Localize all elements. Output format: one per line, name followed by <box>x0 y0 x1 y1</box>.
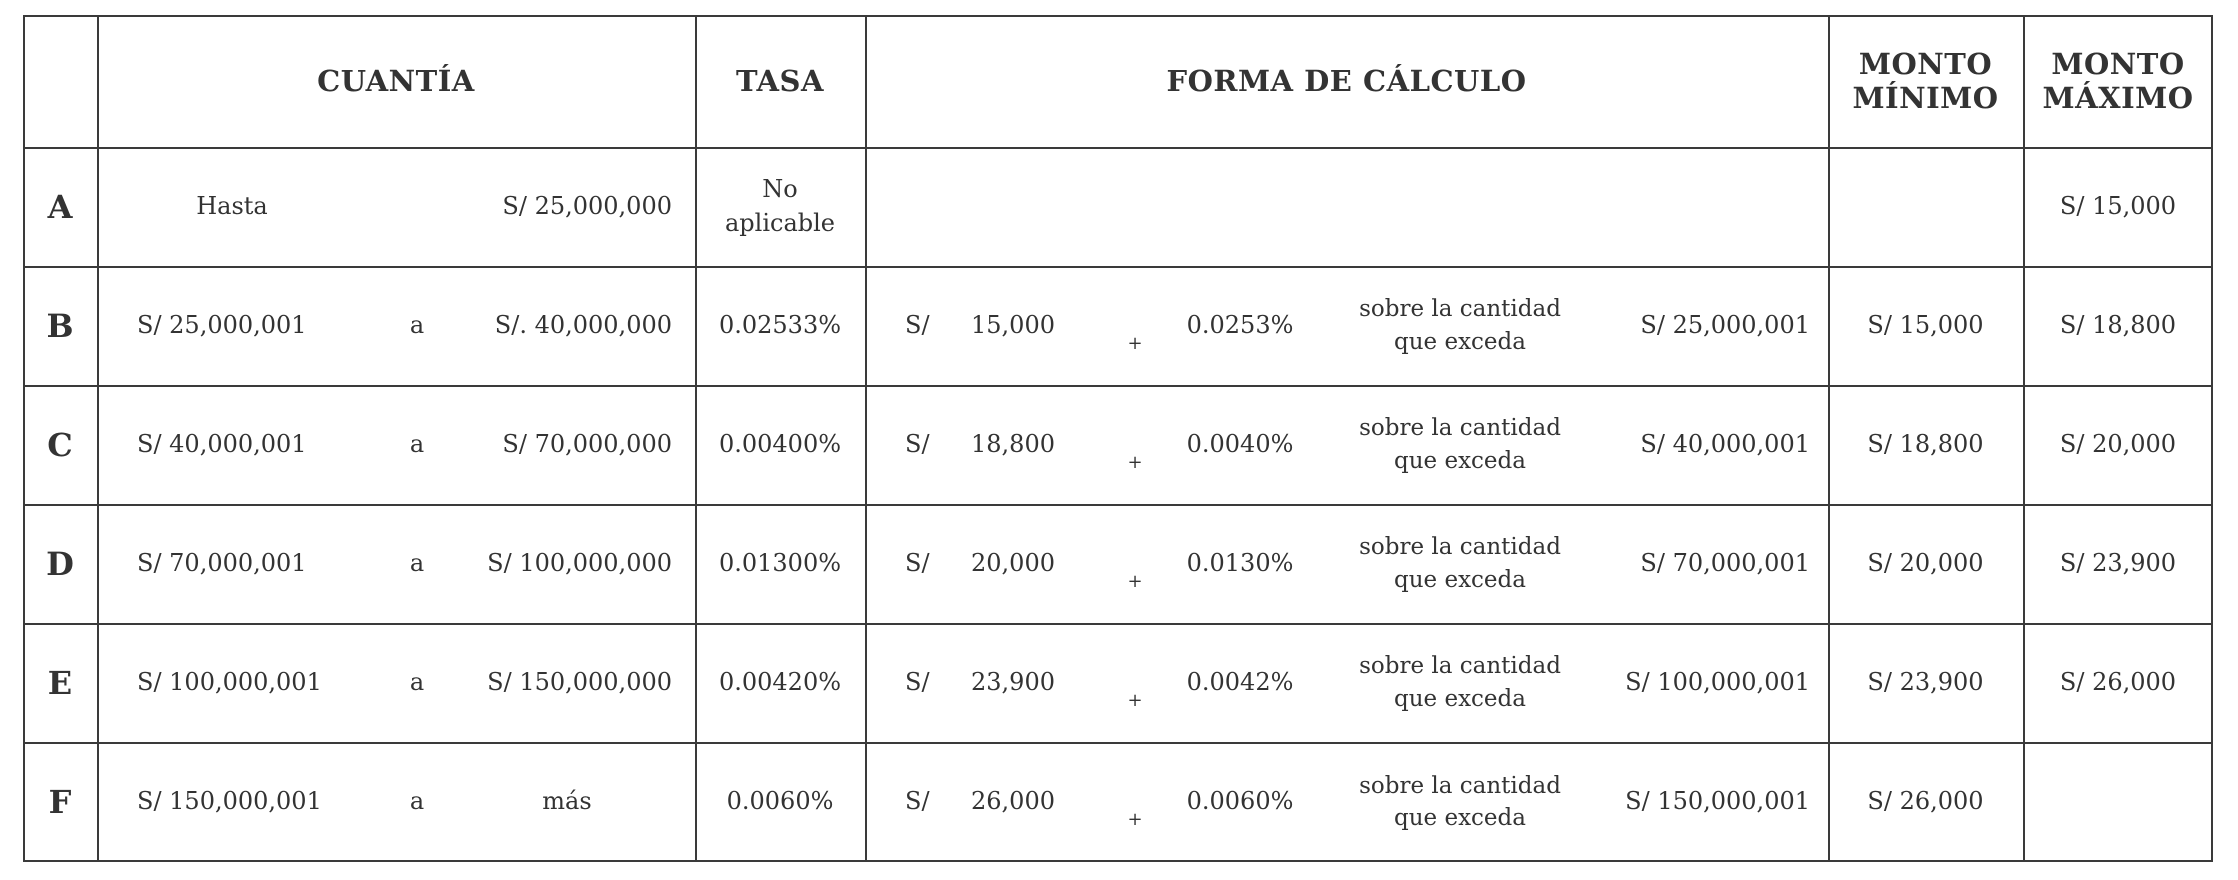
forma-rate: 0.0040% <box>1186 429 1294 458</box>
cuantia-separator: a <box>409 310 425 339</box>
cuantia-separator: a <box>409 787 425 816</box>
tasa-value: 0.02533% <box>718 310 842 339</box>
forma-plus-sign: + <box>1127 570 1143 592</box>
cuantia-to: S/ 100,000,000 <box>487 548 672 577</box>
forma-exceso-amount: S/ 100,000,001 <box>1625 667 1810 696</box>
forma-exceso-amount: S/ 40,000,001 <box>1640 429 1810 458</box>
cuantia-from: S/ 70,000,001 <box>137 548 307 577</box>
forma-description: sobre la cantidad que exceda <box>1359 653 1561 712</box>
cuantia-from: S/ 40,000,001 <box>137 429 307 458</box>
forma-rate: 0.0253% <box>1186 310 1294 339</box>
forma-currency: S/ <box>905 787 930 816</box>
header-cuantia: CUANTÍA <box>317 63 475 98</box>
forma-base-amount: 15,000 <box>971 310 1055 339</box>
cuantia-separator: a <box>409 429 425 458</box>
header-forma-de-calculo: FORMA DE CÁLCULO <box>1166 63 1527 98</box>
monto-maximo-value: S/ 18,800 <box>2059 310 2177 339</box>
row-label: B <box>46 306 74 345</box>
tasa-value: No aplicable <box>724 174 835 237</box>
forma-description: sobre la cantidad que exceda <box>1359 534 1561 593</box>
row-label: D <box>46 544 74 583</box>
forma-currency: S/ <box>905 429 930 458</box>
forma-currency: S/ <box>905 667 930 696</box>
monto-minimo-value: S/ 23,900 <box>1867 667 1984 696</box>
forma-exceso-amount: S/ 70,000,001 <box>1640 548 1810 577</box>
cuantia-to: más <box>542 787 592 816</box>
monto-maximo-value: S/ 23,900 <box>2059 548 2177 577</box>
cuantia-separator <box>397 147 437 266</box>
monto-minimo-value: S/ 20,000 <box>1867 548 1984 577</box>
cuantia-to: S/ 70,000,000 <box>502 429 672 458</box>
forma-plus-sign: + <box>1127 689 1143 711</box>
cuantia-separator: a <box>409 548 425 577</box>
monto-maximo-value: S/ 15,000 <box>2059 191 2177 220</box>
header-monto-minimo: MONTO MÍNIMO <box>1852 46 1999 115</box>
row-label: A <box>47 187 73 226</box>
cuantia-to: S/ 25,000,000 <box>502 191 672 220</box>
forma-currency: S/ <box>905 548 930 577</box>
rate-table <box>23 15 2213 862</box>
cuantia-to: S/. 40,000,000 <box>494 310 672 339</box>
monto-minimo-value: S/ 18,800 <box>1867 429 1984 458</box>
tasa-value: 0.00420% <box>718 667 842 696</box>
row-label: C <box>47 425 73 464</box>
cuantia-from: S/ 25,000,001 <box>137 310 307 339</box>
header-monto-maximo: MONTO MÁXIMO <box>2042 46 2194 115</box>
cuantia-from: S/ 150,000,001 <box>137 787 322 816</box>
forma-base-amount: 26,000 <box>971 787 1055 816</box>
forma-rate: 0.0130% <box>1186 548 1294 577</box>
forma-plus-sign: + <box>1127 332 1143 354</box>
forma-rate: 0.0042% <box>1186 667 1294 696</box>
forma-currency: S/ <box>905 310 930 339</box>
row-label: F <box>48 783 72 821</box>
forma-base-amount: 23,900 <box>971 667 1055 696</box>
forma-base-amount: 18,800 <box>971 429 1055 458</box>
forma-rate: 0.0060% <box>1186 787 1294 816</box>
forma-plus-sign: + <box>1127 451 1143 473</box>
tasa-value: 0.00400% <box>718 429 842 458</box>
forma-exceso-amount: S/ 150,000,001 <box>1625 787 1810 816</box>
monto-minimo-value: S/ 26,000 <box>1867 787 1984 816</box>
monto-maximo-value: S/ 26,000 <box>2059 667 2177 696</box>
cuantia-from: S/ 100,000,001 <box>137 667 322 696</box>
monto-maximo-value: S/ 20,000 <box>2059 429 2177 458</box>
forma-exceso-amount: S/ 25,000,001 <box>1640 310 1810 339</box>
forma-description: sobre la cantidad que exceda <box>1359 296 1561 355</box>
row-label: E <box>47 663 73 702</box>
tasa-value: 0.0060% <box>726 787 834 816</box>
cuantia-from: Hasta <box>196 191 268 220</box>
forma-plus-sign: + <box>1127 809 1143 831</box>
monto-maximo-value <box>2023 742 2213 862</box>
header-tasa: TASA <box>736 63 824 98</box>
cuantia-to: S/ 150,000,000 <box>487 667 672 696</box>
forma-description: sobre la cantidad que exceda <box>1359 415 1561 474</box>
forma-base-amount: 20,000 <box>971 548 1055 577</box>
tasa-value: 0.01300% <box>718 548 842 577</box>
monto-minimo-value: S/ 15,000 <box>1867 310 1984 339</box>
forma-description: sobre la cantidad que exceda <box>1359 772 1561 831</box>
cuantia-separator: a <box>409 667 425 696</box>
monto-minimo-value <box>1828 147 2023 266</box>
